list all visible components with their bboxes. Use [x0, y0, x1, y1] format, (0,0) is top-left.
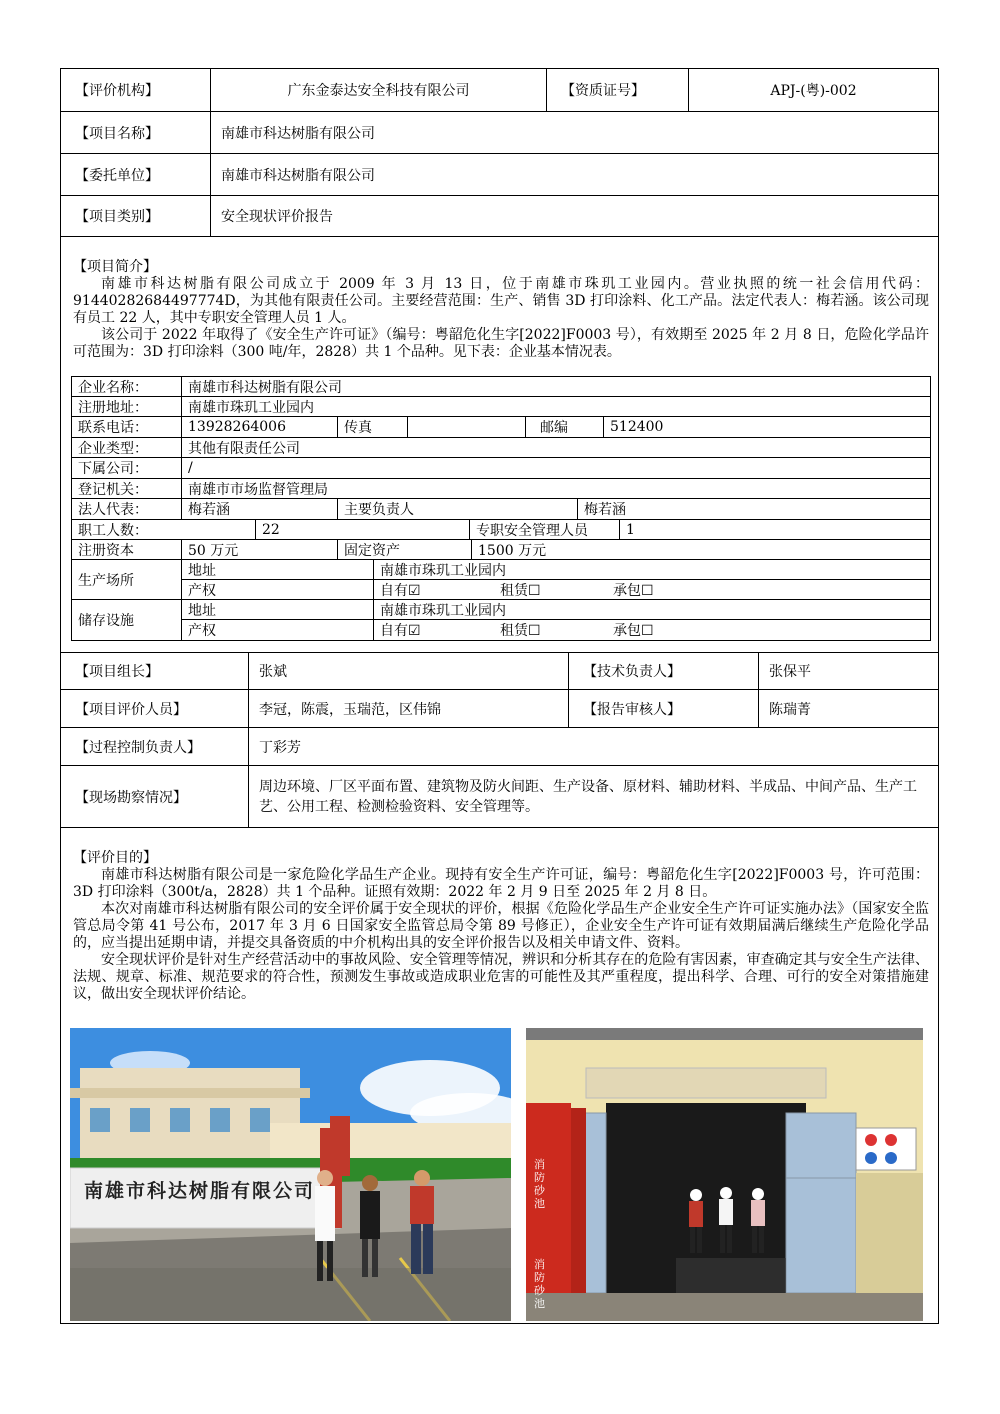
- intro-text: [73, 259, 929, 361]
- company-row: [72, 377, 930, 397]
- staff-label: 职工人数：: [72, 520, 256, 539]
- intro-title: 【项目简介】: [73, 259, 157, 275]
- org-label: 【评价机构】: [61, 69, 211, 111]
- postcode-value: 512400: [610, 419, 664, 435]
- production-address-value: 南雄市珠玑工业园内: [380, 562, 506, 579]
- row-client: [61, 154, 938, 196]
- storage-address-value: 南雄市珠玑工业园内: [380, 602, 506, 619]
- row-leader: [61, 653, 938, 690]
- company-row: [72, 458, 930, 479]
- row-control: [61, 728, 938, 766]
- production-label: 生产场所: [72, 560, 182, 600]
- postcode-label: 邮编: [526, 417, 604, 437]
- type-value: 其他有限责任公司: [188, 440, 300, 457]
- company-row: [72, 397, 930, 417]
- storage-address-label: 地址: [182, 600, 374, 619]
- contract-checkbox: 承包☐: [613, 623, 654, 639]
- row-survey: [61, 766, 938, 828]
- safety-staff-value: 1: [626, 521, 635, 538]
- fire-sand-label-upper: 消防 砂池: [534, 1158, 545, 1210]
- name-value: 南雄市科达树脂有限公司: [188, 379, 342, 396]
- registry-value: 南雄市市场监督管理局: [188, 481, 328, 498]
- storage-property-value: [374, 620, 930, 640]
- principal-label: 主要负责人: [338, 499, 578, 519]
- address-label: 注册地址：: [72, 397, 182, 416]
- storage-property-label: 产权: [182, 620, 374, 640]
- registry-label: 登记机关：: [72, 479, 182, 498]
- report-frame: [60, 68, 939, 1324]
- project-name-label: 【项目名称】: [61, 112, 211, 153]
- row-project-name: [61, 112, 938, 154]
- cert-label: 【资质证号】: [547, 69, 689, 111]
- address-value: 南雄市珠玑工业园内: [188, 399, 314, 416]
- purpose-paragraph-3: 安全现状评价是针对生产经营活动中的事故风险、安全管理等情况，辨识和分析其存在的危险有害因素，审查确定其与安全生产法律、法规、规章、标准、规范要求的符合性，预测发生事故或造成职业危害的可能性及其严重程度，提出科学、合理、可行的安全对策措施建议，做出安全现状评价结论。: [73, 952, 929, 1002]
- company-row: [72, 540, 930, 560]
- fax-label: 传真: [338, 417, 408, 437]
- fixed-assets-value: 1500 万元: [478, 542, 547, 559]
- category-label: 【项目类别】: [61, 196, 211, 236]
- purpose-section: [73, 850, 929, 1003]
- row-category: [61, 196, 938, 237]
- intro-paragraph-2: 该公司于 2022 年取得了《安全生产许可证》（编号：粤韶危化生字[2022]F0003 号），有效期至 2025 年 2 月 8 日，危险化学品许可范围为：3D 打印涂料（300 吨/年，2828）共 1 个品种。见下表：企业基本情况表。: [73, 327, 929, 360]
- production-address-label: 地址: [182, 560, 374, 579]
- control-label: 【过程控制负责人】: [61, 728, 249, 765]
- control-value: 丁彩芳: [259, 739, 301, 756]
- client-value: 南雄市科达树脂有限公司: [221, 167, 375, 184]
- purpose-paragraph-2: 本次对南雄市科达树脂有限公司的安全评价属于安全现状的评价，根据《危险化学品生产企业安全生产许可证实施办法》（国家安全监管总局令第 41 号公布，2017 年 3 月 6 日国家安全监管总局令第 89 号修正），企业安全生产许可证有效期届满后继续生产危险化学品的，应当提出延期申请，并提交具备资质的中介机构出具的安全评价报告以及相关申请文件、资料。: [73, 901, 929, 951]
- staff-value: 22: [256, 520, 470, 539]
- photo-workshop-door: [526, 1028, 923, 1321]
- cert-value: APJ-(粤)-002: [770, 83, 857, 99]
- storage-property-row: [182, 620, 930, 640]
- lease-checkbox: 租赁☐: [500, 582, 541, 599]
- contract-checkbox: 承包☐: [613, 582, 654, 599]
- evaluators-value: 李冠，陈震，玉瑞范，区伟锦: [249, 690, 569, 727]
- project-name-value: 南雄市科达树脂有限公司: [221, 125, 375, 142]
- category-value: 安全现状评价报告: [221, 209, 333, 225]
- tech-label: 【技术负责人】: [569, 653, 759, 689]
- legal-rep-value: 梅若涵: [182, 499, 338, 519]
- evaluators-label: 【项目评价人员】: [61, 690, 249, 727]
- fire-sand-label-lower: 消防 砂池: [534, 1258, 545, 1310]
- reviewer-label: 【报告审核人】: [569, 690, 759, 727]
- workshop-photo-drawing: [526, 1028, 923, 1321]
- phone-value: 13928264006: [182, 417, 338, 437]
- leader-value: 张斌: [249, 653, 569, 689]
- client-label: 【委托单位】: [61, 154, 211, 195]
- company-row: [72, 499, 930, 520]
- legal-rep-label: 法人代表：: [72, 499, 182, 519]
- survey-label: 【现场勘察情况】: [61, 766, 249, 827]
- storage-address-row: [182, 600, 930, 620]
- phone-label: 联系电话：: [72, 417, 182, 437]
- capital-label: 注册资本: [72, 540, 182, 559]
- intro-paragraph-1: 南雄市科达树脂有限公司成立于 2009 年 3 月 13 日，位于南雄市珠玑工业园内。营业执照的统一社会信用代码：91440282684497774D，为其他有限责任公司。主要经营范围：生产、销售 3D 打印涂料、化工产品。法定代表人：梅若涵。该公司现有员工 22 人，其中专职安全管理人员 1 人。: [73, 276, 929, 326]
- company-row: [72, 417, 930, 438]
- subsidiary-label: 下属公司：: [72, 458, 182, 478]
- production-property-row: [182, 580, 930, 600]
- sign-text: 南雄市科达树脂有限公司: [84, 1180, 316, 1202]
- own-checkbox: 自有☑: [380, 623, 421, 639]
- company-info-table: [71, 376, 931, 641]
- subsidiary-value: /: [188, 460, 193, 476]
- purpose-title: 【评价目的】: [73, 850, 157, 866]
- fax-value: [408, 417, 526, 437]
- storage-label: 储存设施: [72, 600, 182, 640]
- intro-section: [61, 237, 938, 653]
- survey-value: 周边环境、厂区平面布置、建筑物及防火间距、生产设备、原材料、辅助材料、半成品、中间产品、生产工艺、公用工程、检测检验资料、安全管理等。: [259, 778, 917, 815]
- company-row: [72, 520, 930, 540]
- safety-staff-label: 专职安全管理人员: [470, 520, 620, 539]
- entrance-photo-drawing: [70, 1028, 511, 1321]
- company-row: [72, 438, 930, 458]
- type-label: 企业类型：: [72, 438, 182, 457]
- photo-company-entrance: [70, 1028, 511, 1321]
- leader-label: 【项目组长】: [61, 653, 249, 689]
- production-address-row: [182, 560, 930, 580]
- org-value: 广东金泰达安全科技有限公司: [211, 69, 547, 111]
- fixed-assets-label: 固定资产: [338, 540, 472, 559]
- row-org: [61, 69, 938, 112]
- tech-value: 张保平: [769, 664, 811, 680]
- production-property-value: [374, 580, 930, 599]
- principal-value: 梅若涵: [584, 502, 626, 518]
- lease-checkbox: 租赁☐: [500, 623, 541, 639]
- purpose-paragraph-1: 南雄市科达树脂有限公司是一家危险化学品生产企业。现持有安全生产许可证，编号：粤韶危化生字[2022]F0003 号，许可范围：3D 打印涂料（300t/a，2828）共 1 个品种。证照有效期：2022 年 2 月 9 日至 2025 年 2 月 8 日。: [73, 867, 929, 900]
- row-evaluators: [61, 690, 938, 728]
- own-checkbox: 自有☑: [380, 582, 421, 599]
- production-property-label: 产权: [182, 580, 374, 599]
- name-label: 企业名称：: [72, 377, 182, 396]
- capital-value: 50 万元: [182, 540, 338, 559]
- company-row: [72, 479, 930, 499]
- reviewer-value: 陈瑞菁: [769, 701, 811, 718]
